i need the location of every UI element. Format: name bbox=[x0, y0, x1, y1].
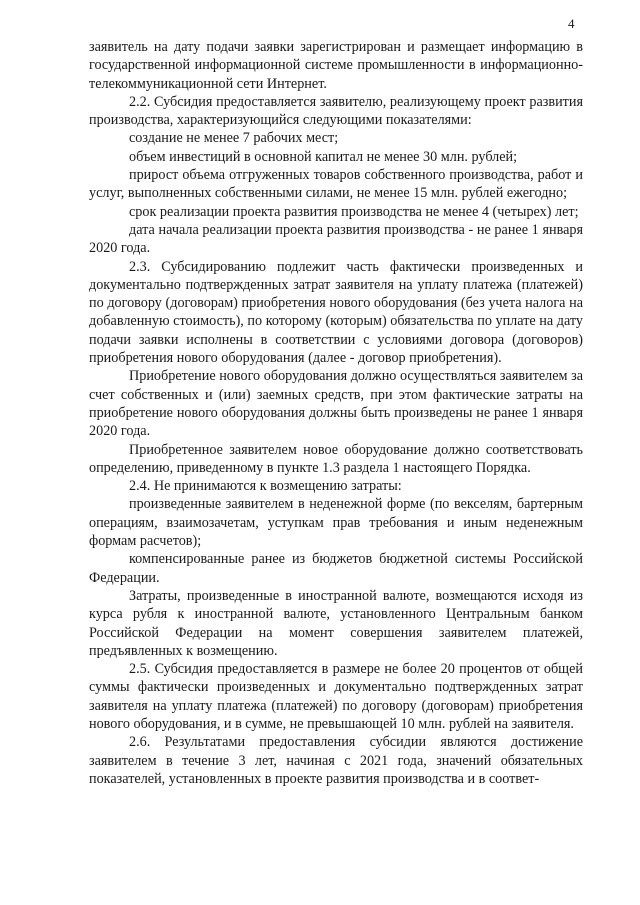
paragraph: объем инвестиций в основной капитал не менее 30 млн. рублей; bbox=[129, 148, 518, 165]
paragraph: 2.3. Субсидированию подлежит часть фактически произведенных и документально подтвержденных затрат заявителя на уплату платежа (платежей) по договору (договорам) приобретения нового оборудования (без учета налога на добавленную стоимость), по которому (которым) обязательства по уплате на дату подачи заявки исполнены в соответствии с условиями договора (договоров) приобретения нового оборудования (далее - договор приобретения). bbox=[89, 258, 583, 367]
page-number: 4 bbox=[568, 16, 575, 31]
paragraph: 2.5. Субсидия предоставляется в размере не более 20 процентов от общей суммы фактически произведенных и документально подтвержденных затрат заявителя на уплату платежа (платежей) по договору (договорам) приобретения нового оборудования, и в сумме, не превышающей 10 млн. рублей на заявителя. bbox=[89, 661, 583, 732]
paragraph: дата начала реализации проекта развития производства - не ранее 1 января 2020 года. bbox=[89, 221, 583, 257]
paragraph: 2.4. Не принимаются к возмещению затраты: bbox=[129, 478, 402, 495]
paragraph: 2.2. Субсидия предоставляется заявителю, реализующему проект развития производства, характеризующийся следующими показателями: bbox=[89, 93, 583, 129]
paragraph: заявитель на дату подачи заявки зарегистрирован и размещает информацию в государственной информационной системе промышленности в информационно-телекоммуникационной сети Интернет. bbox=[89, 39, 583, 92]
paragraph: прирост объема отгруженных товаров собственного производства, работ и услуг, выполненных собственными силами, не менее 15 млн. рублей ежегодно; bbox=[89, 167, 583, 202]
paragraph: произведенные заявителем в неденежной форме (по векселям, бартерным операциям, взаимозачетам, уступкам прав требования и иным неденежным формам расчетов); bbox=[89, 496, 583, 550]
paragraph: 2.6. Результатами предоставления субсидии являются достижение заявителем в течение 3 лет, начиная с 2021 года, значений обязательных показателей, установленных в проекте развития производства и в соответ- bbox=[89, 734, 583, 787]
body-text bbox=[89, 38, 583, 788]
paragraph: компенсированные ранее из бюджетов бюджетной системы Российской Федерации. bbox=[89, 551, 583, 586]
paragraph: Приобретенное заявителем новое оборудование должно соответствовать определению, приведенному в пункте 1.3 раздела 1 настоящего Порядка. bbox=[89, 441, 583, 476]
paragraph: создание не менее 7 рабочих мест; bbox=[129, 130, 339, 147]
paragraph: Приобретение нового оборудования должно осуществляться заявителем за счет собственных и (или) заемных средств, при этом фактические затраты на приобретение нового оборудования должны быть произведены не ранее 1 января 2020 года. bbox=[89, 368, 583, 440]
paragraph: Затраты, произведенные в иностранной валюте, возмещаются исходя из курса рубля к иностранной валюте, установленного Центральным банком Российской Федерации на момент совершения заявителем платежей, предъявленных к возмещению. bbox=[89, 587, 583, 659]
paragraph: срок реализации проекта развития производства не менее 4 (четырех) лет; bbox=[129, 203, 579, 220]
